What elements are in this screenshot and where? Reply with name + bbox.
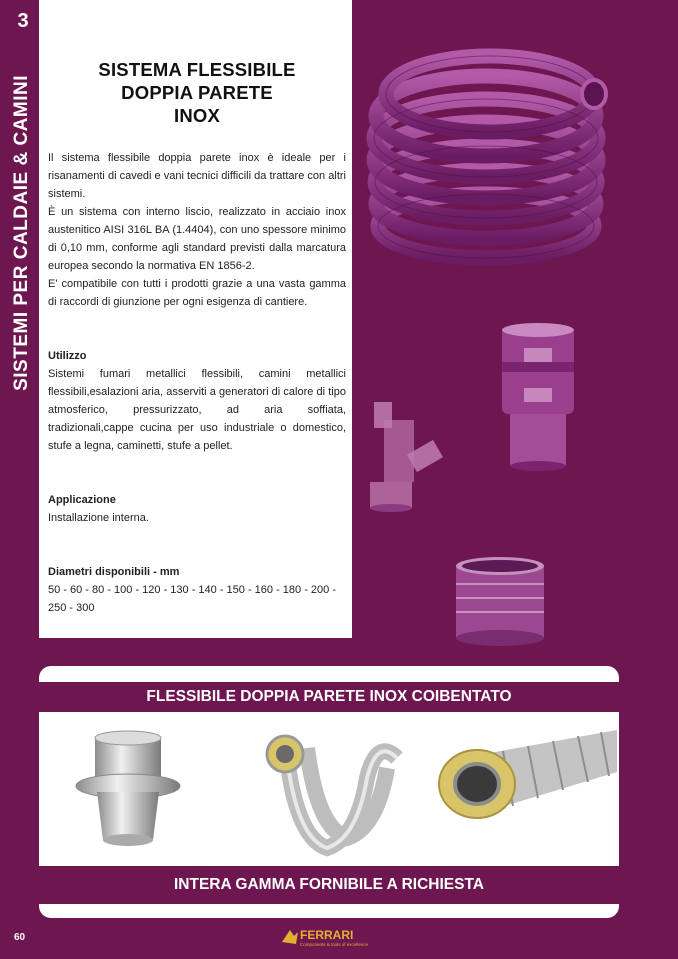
flexible-hose-coil-image: [362, 36, 618, 266]
description-paragraph-2: È un sistema con interno liscio, realizzato in acciaio inox austenitico AISI 316L BA (1.4404), con uno spessore minimo di 0,10 mm, conforme agli standard previsti dalla marcatura europea secondo la normativa EN 1856-2.: [48, 206, 346, 272]
chapter-title-wrapper: [8, 40, 36, 426]
chapter-number: 3: [17, 10, 29, 32]
uses-text: Sistemi fumari metallici flessibili, camini metallici flessibili,esalazioni aria, asserviti a generatori di calore di tipo atmosferico, pressurizzato, ad aria soffiata, tradizionali,cappe cucina per uso industriale o domestico, stufe a legna, caminetti, stufe a pellet.: [48, 368, 346, 452]
application-heading: Applicazione: [48, 494, 116, 506]
uses-heading: Utilizzo: [48, 350, 87, 362]
steel-sleeve-image: [452, 554, 548, 648]
product-text-panel: [39, 0, 352, 638]
insulated-connector-photo: [73, 730, 183, 854]
full-range-note: INTERA GAMMA FORNIBILE A RICHIESTA: [39, 866, 619, 904]
diameters-heading: Diametri disponibili - mm: [48, 566, 180, 578]
product-title-line-2: DOPPIA PARETE: [121, 82, 273, 103]
svg-text:Components & tools of excellen: Components & tools of excellence: [300, 942, 369, 947]
svg-text:FERRARI: FERRARI: [300, 928, 354, 942]
insulated-hose-coil-photo: [257, 718, 413, 860]
description-paragraph-1: Il sistema flessibile doppia parete inox è ideale per i risanamenti di cavedi e vani tecnici difficili da trattare con altri sistemi.: [48, 152, 346, 200]
product-title: [48, 58, 346, 127]
product-title-line-1: SISTEMA FLESSIBILE: [98, 59, 296, 80]
chimney-connector-image: [494, 322, 586, 472]
page-number: 60: [14, 932, 26, 943]
insulated-range-photos: [39, 712, 619, 864]
insulated-hose-section-photo: [433, 726, 619, 828]
condensate-drain-image: [366, 396, 444, 514]
insulated-range-title: FLESSIBILE DOPPIA PARETE INOX COIBENTATO: [39, 682, 619, 712]
product-title-line-3: INOX: [173, 105, 221, 126]
ferrari-logo: [280, 926, 376, 948]
chapter-title: SISTEMI PER CALDAIE & CAMINI: [11, 75, 32, 391]
description-paragraph-3: E' compatibile con tutti i prodotti grazie a una vasta gamma di raccordi di giunzione per ogni esigenza di cantiere.: [48, 278, 346, 308]
application-text: Installazione interna.: [48, 512, 149, 524]
diameters-text: 50 - 60 - 80 - 100 - 120 - 130 - 140 - 150 - 160 - 180 - 200 - 250 - 300: [48, 584, 337, 614]
